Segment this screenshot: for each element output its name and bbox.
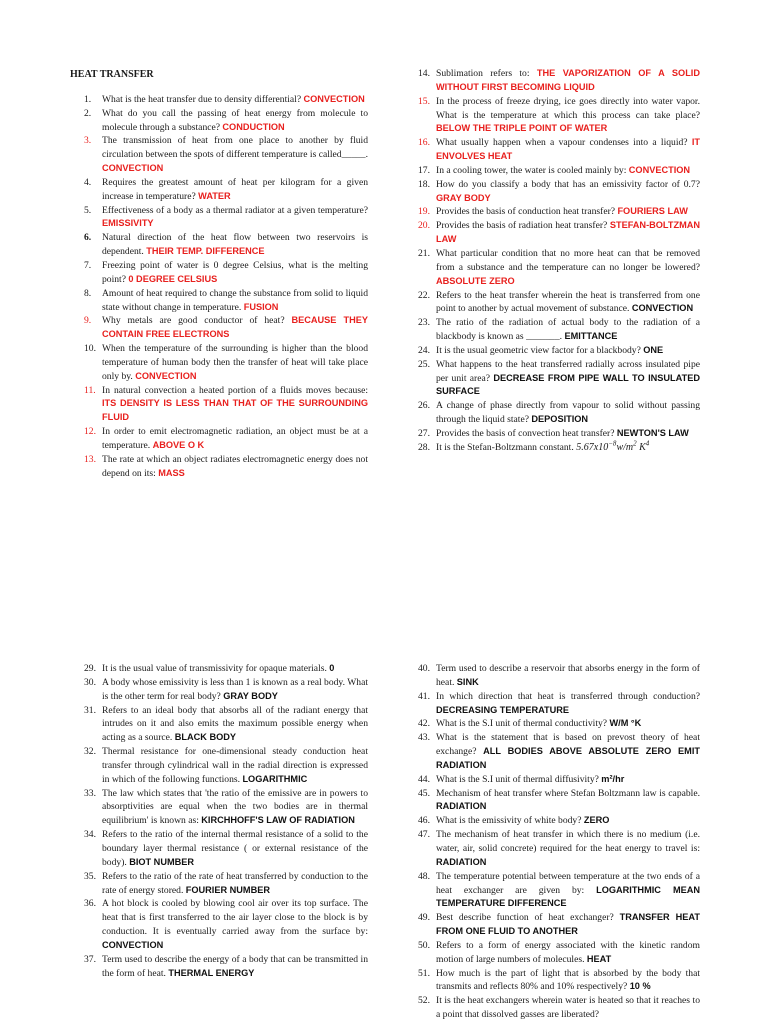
question-text: How much is the part of light that is absorbed by the body that transmits and reflects 80% and 10% respectively? (436, 967, 700, 993)
question-text: Refers to the ratio of the rate of heat transferred by conduction to the rate of energy stored. (102, 870, 368, 896)
answer-text: SINK (456, 676, 479, 687)
question-item (84, 787, 368, 829)
answer-text: FOURIER NUMBER (185, 884, 270, 895)
answer-text: IT ENVOLVES HEAT (436, 137, 701, 162)
answer-text: RADIATION (436, 856, 487, 867)
formula-kelvin-exponent: 4 (645, 439, 650, 448)
question-number: 46. (418, 815, 430, 827)
question-text: What is the heat transfer due to density differential? (102, 93, 302, 105)
question-text: What is the S.I unit of thermal conductivity? (436, 718, 608, 730)
answer-text: THERMAL ENERGY (168, 967, 255, 978)
question-number: 49. (418, 912, 430, 924)
answer-text: EMISSIVITY (102, 218, 154, 229)
question-number: 43. (418, 732, 430, 744)
answer-text: FUSION (243, 301, 279, 312)
question-item (418, 178, 700, 206)
question-item (84, 93, 368, 107)
question-item (418, 95, 700, 137)
question-text: When the temperature of the surrounding is higher than the blood temperature of human body then the transfer of heat will take place only by. (102, 343, 368, 382)
question-item (418, 344, 700, 358)
question-number: 44. (418, 773, 430, 785)
question-item (418, 316, 700, 344)
answer-text: RADIATION (436, 801, 487, 812)
question-text: The ratio of the radiation of actual body to the radiation of a blackbody is known as _______. (436, 317, 700, 343)
question-number: 32. (84, 746, 96, 758)
column-top-right (418, 67, 700, 455)
question-item (418, 773, 700, 787)
question-item (84, 453, 368, 481)
answer-text: m²/hr (601, 773, 625, 784)
answer-text: BELOW THE TRIPLE POINT OF WATER (436, 123, 608, 134)
question-item (84, 384, 368, 426)
question-number: 29. (84, 663, 96, 674)
question-item (418, 289, 700, 317)
question-item (84, 897, 368, 952)
answer-text: THE VAPORIZATION OF A SOLID WITHOUT FIRST BECOMING LIQUID (436, 68, 700, 92)
question-list (84, 93, 368, 481)
question-item (418, 205, 700, 219)
answer-text: BIOT NUMBER (129, 856, 195, 867)
question-item (418, 717, 700, 731)
question-number: 33. (84, 787, 96, 799)
answer-text: STEFAN-BOLTZMAN LAW (436, 220, 700, 245)
question-number: 52. (418, 995, 430, 1007)
question-text: The transmission of heat from one place to another by fluid circulation between the spots of different temperature is called_____. (102, 135, 368, 161)
question-item (84, 204, 368, 232)
question-text: It is the usual geometric view factor for a blackbody? (436, 344, 641, 356)
question-text: Natural direction of the heat flow between two reservoirs is dependent. (102, 232, 368, 258)
question-text: Amount of heat required to change the substance from solid to liquid state without change in temperature. (102, 287, 368, 313)
question-item (84, 704, 368, 746)
question-number: 8. (84, 287, 92, 299)
question-number: 40. (418, 663, 430, 674)
answer-text: KIRCHHOFF'S LAW OF RADIATION (201, 815, 355, 826)
question-number: 7. (84, 259, 92, 271)
question-text: Why metals are good conductor of heat? (102, 315, 285, 327)
question-text: Provides the basis of convection heat transfer? (436, 427, 615, 439)
question-item (84, 953, 368, 981)
question-item (418, 731, 700, 773)
question-text: Thermal resistance for one-dimensional steady conduction heat transfer through cylindrical wall in the radial direction is expressed in which of the following functions. (102, 746, 368, 785)
answer-text: DECREASE FROM PIPE WALL TO INSULATED SURFACE (436, 372, 700, 397)
question-number: 26. (418, 400, 430, 412)
question-item (418, 136, 700, 164)
formula-base: 5.67 (576, 441, 594, 453)
question-text: What happens to the heat transferred radially across insulated pipe per unit area? (436, 358, 700, 384)
question-item (84, 870, 368, 898)
question-item (84, 259, 368, 287)
question-number: 51. (418, 967, 430, 979)
question-text: It is the usual value of transmissivity for opaque materials. (102, 663, 327, 674)
answer-text: ITS DENSITY IS LESS THAN THAT OF THE SURROUNDING FLUID (102, 398, 368, 423)
question-number: 47. (418, 829, 430, 841)
question-text: It is the Stefan-Boltzmann constant. (436, 441, 574, 453)
question-number: 41. (418, 690, 430, 702)
question-text: Refers to the ratio of the internal thermal resistance of a solid to the boundary layer thermal resistance ( or external resistance of the body). (102, 829, 368, 868)
question-text: In which direction that heat is transferred through conduction? (436, 690, 700, 702)
answer-text: ABOVE O K (152, 439, 205, 450)
question-list (418, 662, 700, 1022)
question-text: Effectiveness of a body as a thermal radiator at a given temperature? (102, 204, 368, 216)
question-text: In the process of freeze drying, ice goes directly into water vapor. What is the temperature at which this process can take place? (436, 95, 700, 121)
question-item (84, 176, 368, 204)
answer-text: ALL BODIES ABOVE ABSOLUTE ZERO EMIT RADIATION (436, 746, 700, 770)
answer-text: FOURIERS LAW (617, 206, 688, 217)
question-item (418, 662, 700, 690)
question-item (418, 967, 700, 995)
question-item (418, 219, 700, 247)
question-number: 34. (84, 829, 96, 841)
question-item (418, 247, 700, 289)
question-number: 14. (418, 68, 430, 79)
question-item (418, 994, 700, 1022)
question-list (418, 67, 700, 455)
question-item (418, 814, 700, 828)
question-text: In a cooling tower, the water is cooled mainly by: (436, 164, 627, 176)
question-number: 37. (84, 953, 96, 965)
question-number: 24. (418, 344, 430, 356)
question-item (84, 662, 368, 676)
question-item (418, 870, 700, 912)
question-number: 36. (84, 898, 96, 910)
answer-text: THEIR TEMP. DIFFERENCE (146, 246, 265, 257)
answer-text: CONVECTION (631, 303, 694, 314)
question-text: What do you call the passing of heat energy from molecule to molecule through a substance? (102, 107, 368, 133)
question-text: In order to emit electromagnetic radiation, an object must be at a temperature. (102, 426, 368, 451)
question-item (84, 676, 368, 704)
question-item (418, 690, 700, 718)
question-item (84, 342, 368, 384)
question-number: 50. (418, 939, 430, 951)
formula-ten: 10 (598, 441, 609, 453)
answer-text: GRAY BODY (223, 690, 278, 701)
formula-unit-exponent: 2 (633, 439, 637, 448)
question-number: 21. (418, 247, 430, 259)
answer-text: MASS (158, 467, 185, 478)
question-number: 48. (418, 870, 430, 882)
answer-text: LOGARITHMIC (242, 773, 308, 784)
question-text: Mechanism of heat transfer where Stefan Boltzmann law is capable. (436, 787, 700, 799)
answer-text: CONVECTION (303, 93, 365, 104)
question-text: Requires the greatest amount of heat per kilogram for a given increase in temperature? (102, 176, 368, 202)
question-item (418, 164, 700, 178)
question-number: 28. (418, 441, 430, 453)
answer-text: NEWTON'S LAW (616, 427, 689, 438)
question-list (84, 662, 368, 980)
question-text: A body whose emissivity is less than 1 is known as a real body. What is the other term for real body? (102, 676, 368, 702)
question-item (418, 787, 700, 815)
question-text: Provides the basis of radiation heat transfer? (436, 220, 608, 232)
question-number: 22. (418, 289, 430, 301)
question-text: How do you classify a body that has an emissivity factor of 0.7? (436, 178, 700, 190)
question-number: 15. (418, 95, 430, 107)
question-number: 23. (418, 317, 430, 329)
question-text: The law which states that 'the ratio of the emissive are in powers to absorptivities are equal when the two bodies are in thermal equilibrium' is known as: (102, 787, 368, 827)
question-number: 19. (418, 206, 430, 218)
answer-text: CONVECTION (102, 939, 164, 950)
question-item (84, 745, 368, 787)
question-number: 13. (84, 453, 96, 465)
question-item (84, 287, 368, 315)
question-text: Freezing point of water is 0 degree Celsius, what is the melting point? (102, 259, 368, 285)
answer-text: LOGARITHMIC MEAN TEMPERATURE DIFFERENCE (436, 884, 700, 909)
question-text: Term used to describe a reservoir that absorbs energy in the form of heat. (436, 663, 700, 688)
answer-text: TRANSFER HEAT FROM ONE FLUID TO ANOTHER (436, 912, 700, 937)
column-top-left (70, 67, 368, 480)
question-number: 4. (84, 176, 92, 188)
question-item (418, 911, 700, 939)
question-number: 2. (84, 107, 92, 119)
question-text: Best describe function of heat exchanger? (436, 912, 614, 924)
question-item (84, 828, 368, 870)
answer-text: CONDUCTION (222, 121, 285, 132)
question-number: 12. (84, 426, 96, 438)
question-text: The rate at which an object radiates electromagnetic energy does not depend on its: (102, 453, 368, 479)
question-item (84, 107, 368, 135)
question-text: Refers to an ideal body that absorbs all of the radiant energy that intrudes on it and also emits the maximum possible energy when acting as a source. (102, 704, 368, 744)
question-text: A change of phase directly from vapour to solid without passing through the liquid state? (436, 400, 700, 426)
question-number: 1. (84, 93, 92, 105)
answer-text: ABSOLUTE ZERO (436, 275, 515, 286)
question-item (84, 134, 368, 176)
question-item (84, 425, 368, 453)
formula-unit: w/m (616, 441, 634, 453)
question-item (418, 67, 700, 95)
question-number: 45. (418, 787, 430, 799)
answer-text: ONE (643, 344, 664, 355)
answer-text: DECREASING TEMPERATURE (436, 704, 570, 715)
question-number: 35. (84, 870, 96, 882)
answer-text: EMITTANCE (564, 331, 618, 342)
question-text: Refers to the heat transfer wherein the heat is transferred from one point to another by actual movement of substance. (436, 289, 700, 315)
answer-text: W/M °K (609, 718, 642, 729)
question-text: In natural convection a heated portion of a fluids moves because: (102, 384, 368, 396)
question-item (418, 939, 700, 967)
question-text: Provides the basis of conduction heat transfer? (436, 206, 616, 218)
answer-text: 0 DEGREE CELSIUS (128, 273, 218, 284)
question-text: Sublimation refers to: (436, 68, 530, 79)
question-text: Term used to describe the energy of a body that can be transmitted in the form of heat. (102, 953, 368, 979)
column-bottom-left (84, 662, 368, 980)
question-text: What particular condition that no more heat can that be removed from a substance and the temperature can no longer be lowered? (436, 247, 700, 273)
stefan-boltzmann-formula (574, 439, 650, 453)
question-number: 27. (418, 427, 430, 439)
question-text: What is the S.I unit of thermal diffusivity? (436, 773, 599, 785)
question-item (418, 358, 700, 400)
answer-text: BECAUSE THEY CONTAIN FREE ELECTRONS (102, 315, 368, 340)
answer-text: DEPOSITION (531, 414, 589, 425)
question-item (418, 441, 700, 455)
question-text: It is the heat exchangers wherein water is heated so that it reaches to a point that dissolved gasses are liberated? (436, 995, 700, 1021)
question-text: The temperature potential between temperature at the two ends of a heat exchanger are given by: (436, 870, 700, 896)
question-number: 16. (418, 137, 430, 149)
answer-text: CONVECTION (102, 163, 164, 174)
formula-exponent: −8 (608, 439, 617, 448)
question-number: 9. (84, 315, 92, 327)
question-item (418, 828, 700, 870)
question-text: What usually happen when a vapour condenses into a liquid? (436, 137, 688, 149)
answer-text: CONVECTION (628, 164, 691, 175)
answer-text: BLACK BODY (174, 732, 236, 743)
question-text: What is the statement that is based on prevost theory of heat exchange? (436, 732, 700, 758)
question-item (418, 427, 700, 441)
question-item (418, 399, 700, 427)
answer-text: HEAT (586, 953, 612, 964)
answer-text: 10 % (629, 981, 651, 992)
question-number: 6. (84, 232, 92, 244)
question-text: What is the emissivity of white body? (436, 815, 582, 827)
question-text: Refers to a form of energy associated with the kinetic random motion of large numbers of molecules. (436, 939, 700, 965)
question-number: 17. (418, 164, 430, 176)
answer-text: CONVECTION (135, 370, 197, 381)
question-item (84, 231, 368, 259)
question-number: 20. (418, 220, 430, 232)
question-number: 25. (418, 358, 430, 370)
question-number: 10. (84, 343, 96, 355)
answer-text: WATER (198, 190, 231, 201)
question-number: 5. (84, 204, 92, 216)
question-number: 18. (418, 178, 430, 190)
question-number: 11. (84, 384, 96, 396)
question-text: The mechanism of heat transfer in which there is no medium (i.e. water, air, solid concrete) required for the heat energy to travel is: (436, 829, 700, 854)
question-number: 3. (84, 135, 92, 147)
formula-kelvin: K (639, 441, 646, 453)
answer-text: 0 (329, 663, 335, 673)
answer-text: ZERO (583, 815, 610, 826)
question-number: 42. (418, 718, 430, 730)
question-text: A hot block is cooled by blowing cool air over its top surface. The heat that is first transferred to the air layer close to the block is by conduction. It is eventually carried away from the surface by: (102, 898, 368, 938)
answer-text: GRAY BODY (436, 192, 491, 203)
formula-x: x (593, 441, 599, 453)
question-number: 31. (84, 704, 96, 716)
document-title: HEAT TRANSFER (70, 69, 154, 80)
column-bottom-right (418, 662, 700, 1022)
question-number: 30. (84, 676, 96, 688)
question-item (84, 314, 368, 342)
